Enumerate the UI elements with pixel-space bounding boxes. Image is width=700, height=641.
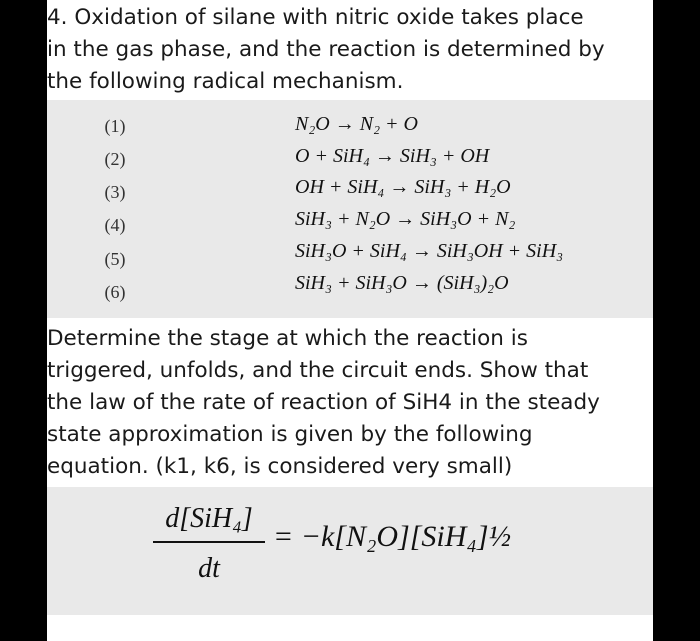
rate-rhs: = −k[N₂O][SiH₄]½ — [273, 520, 512, 553]
task-line: equation. (k1, k6, is considered very small) — [47, 454, 513, 479]
reaction-equation: OH + SiH₄ → SiH₃ + H₂O — [295, 176, 511, 198]
reaction-number: (2) — [104, 149, 126, 169]
intro-line: the following radical mechanism. — [47, 69, 404, 94]
reaction-number: (5) — [104, 249, 126, 269]
reaction-equation: SiH₃O + SiH₄ → SiH₃OH + SiH₃ — [295, 240, 564, 262]
problem-page — [47, 0, 653, 641]
reaction-mechanism-box — [47, 100, 653, 318]
fraction-bar — [153, 541, 265, 543]
problem-task — [47, 323, 653, 483]
rate-denominator: dt — [198, 553, 220, 584]
task-line: the law of the rate of reaction of SiH4 in the steady — [47, 390, 600, 415]
reaction-equation: SiH₃ + SiH₃O → (SiH₃)₂O — [295, 272, 509, 294]
reaction-number: (6) — [104, 282, 126, 302]
rate-fraction — [153, 503, 265, 585]
reaction-equation: N₂O → N₂ + O — [295, 113, 418, 135]
reaction-number: (4) — [104, 215, 126, 235]
reaction-equation: O + SiH₄ → SiH₃ + OH — [295, 145, 490, 167]
reaction-equation: SiH₃ + N₂O → SiH₃O + N₂ — [295, 208, 516, 230]
task-line: Determine the stage at which the reaction is — [47, 326, 528, 351]
problem-intro — [47, 2, 653, 98]
intro-line: in the gas phase, and the reaction is determined by — [47, 37, 605, 62]
rate-law-box — [47, 487, 653, 615]
rate-numerator: d[SiH₄] — [165, 503, 253, 534]
reaction-number: (3) — [104, 182, 126, 202]
task-line: triggered, unfolds, and the circuit ends. Show that — [47, 358, 589, 383]
intro-line: 4. Oxidation of silane with nitric oxide takes place — [47, 5, 584, 30]
task-line: state approximation is given by the following — [47, 422, 533, 447]
reaction-number: (1) — [104, 116, 126, 136]
